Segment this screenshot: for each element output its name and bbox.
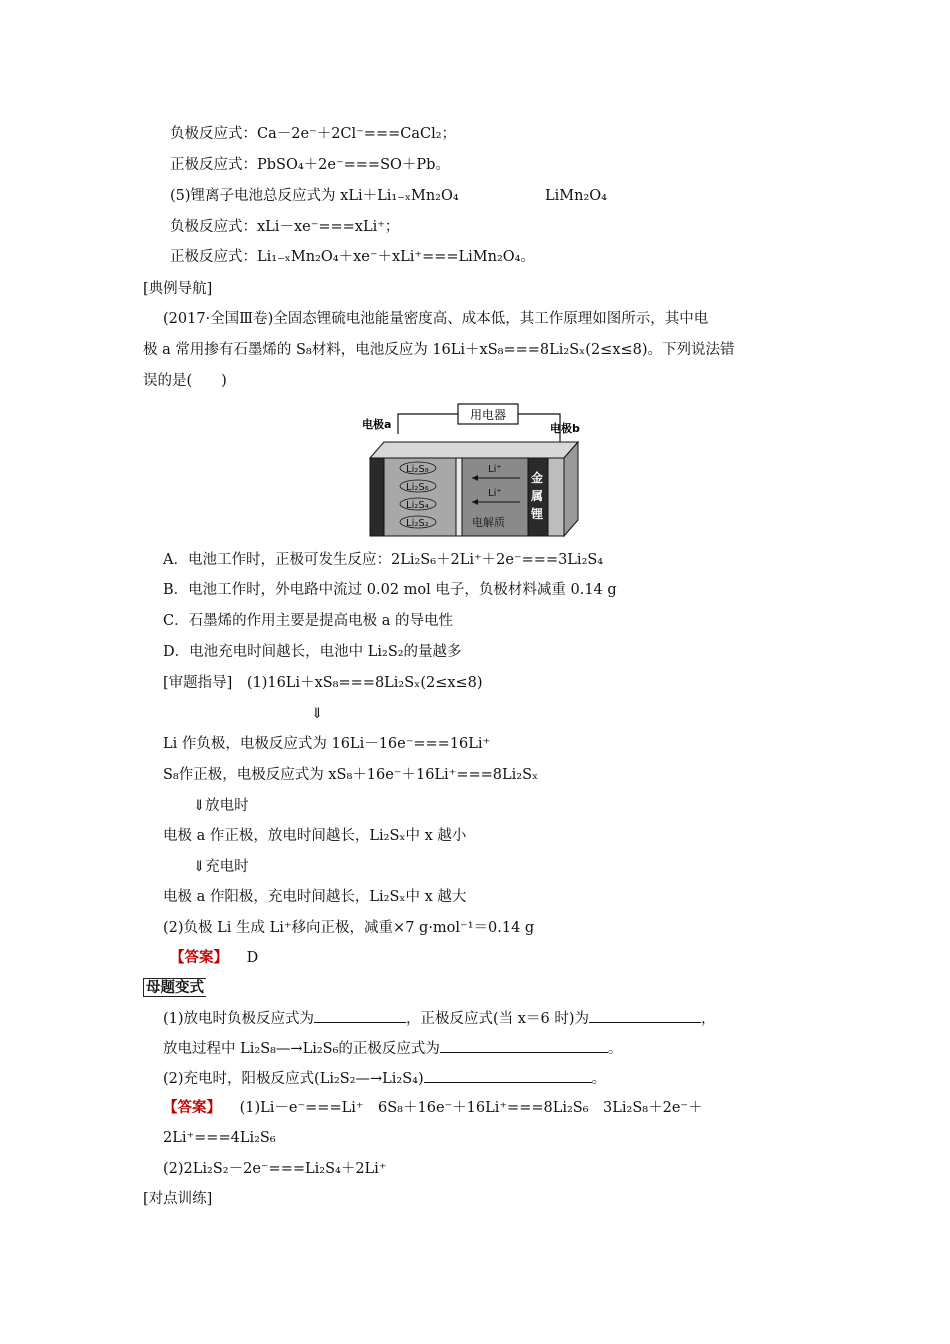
electrolyte-label: 电解质 [472, 516, 505, 529]
electrode-b-label: 电极b [550, 422, 580, 435]
variant-text: 。 [591, 1071, 607, 1087]
section-heading [143, 978, 206, 998]
answer-line: (2)2Li₂S₂－2e⁻===Li₂S₄＋2Li⁺ [163, 1161, 387, 1177]
species-label: Li₂S₂ [406, 518, 429, 529]
guide-text: ⇓放电时 [193, 798, 249, 814]
metal-label: 金 [531, 471, 544, 485]
battery-diagram [360, 402, 600, 538]
guide-text: Li 作负极，电极反应式为 16Li－16e⁻===16Li⁺ [163, 736, 491, 752]
section-heading: [典例导航] [143, 281, 213, 297]
variant-text: 。 [607, 1041, 623, 1057]
device-label: 用电器 [469, 408, 507, 422]
guide-text: S₈作正极，电极反应式为 xS₈＋16e⁻＋16Li⁺===8Li₂Sₓ [163, 767, 539, 783]
guide-text: (2)负极 Li 生成 Li⁺移向正极，减重×7 g·mol⁻¹＝0.14 g [163, 920, 535, 936]
answer-line: 2Li⁺===4Li₂S₆ [163, 1130, 276, 1146]
guide-text: [审题指导] (1)16Li＋xS₈===8Li₂Sₓ(2≤x≤8) [163, 675, 483, 691]
variant-text: ，正极反应式(当 x＝6 时)为 [406, 1011, 589, 1027]
option-d: D．电池充电时间越长，电池中 Li₂S₂的量越多 [163, 644, 462, 660]
variant-line [163, 1038, 622, 1059]
option-b: B．电池工作时，外电路中流过 0.02 mol 电子，负极材料减重 0.14 g [163, 582, 617, 598]
answer-value: (1)Li－e⁻===Li⁺ 6S₈＋16e⁻＋16Li⁺===8Li₂S₆ 3Li₂S₈＋2e⁻＋ [239, 1100, 703, 1116]
variant-heading: 母题变式 [143, 978, 206, 997]
question-text: (2017·全国Ⅲ卷)全固态锂硫电池能量密度高、成本低，其工作原理如图所示，其中电 [163, 311, 709, 327]
ion-label: Li⁺ [488, 464, 502, 475]
variant-text: (2)充电时，阳极反应式(Li₂S₂—→Li₂S₄) [163, 1071, 424, 1087]
answer-line [170, 948, 258, 968]
answer-blank[interactable] [589, 1008, 701, 1023]
answer-label: 【答案】 [163, 1099, 221, 1116]
guide-text: ⇓充电时 [193, 859, 249, 875]
electrode-a-label: 电极a [362, 418, 392, 431]
answer-blank[interactable] [314, 1008, 406, 1023]
text-line: (5)锂离子电池总反应式为 xLi＋Li₁₋ₓMn₂O₄ [170, 188, 459, 204]
guide-text: 电极 a 作正极，放电时间越长，Li₂Sₓ中 x 越小 [163, 828, 467, 844]
variant-text: (1)放电时负极反应式为 [163, 1011, 315, 1027]
variant-text: 放电过程中 Li₂S₈—→Li₂S₆的正极反应式为 [163, 1041, 440, 1057]
ion-label: Li⁺ [488, 488, 502, 499]
guide-text: 电极 a 作阳极，充电时间越长，Li₂Sₓ中 x 越大 [163, 889, 467, 905]
separator [456, 458, 462, 536]
answer-line [163, 1098, 703, 1118]
answer-blank[interactable] [424, 1068, 592, 1083]
variant-line [163, 1008, 715, 1029]
option-c: C．石墨烯的作用主要是提高电极 a 的导电性 [163, 613, 453, 629]
answer-value: D [246, 950, 259, 966]
electrode-b [548, 458, 564, 536]
species-label: Li₂S₈ [406, 464, 429, 475]
metal-label: 属 [531, 489, 544, 503]
guide-arrow: ⇓ [311, 706, 324, 722]
text-line: 正极反应式：Li₁₋ₓMn₂O₄＋xe⁻＋xLi⁺===LiMn₂O₄。 [170, 249, 535, 265]
variant-line [163, 1068, 606, 1089]
option-a: A．电池工作时，正极可发生反应：2Li₂S₆＋2Li⁺＋2e⁻===3Li₂S₄ [163, 552, 604, 568]
question-text: 误的是( ) [143, 373, 227, 389]
text-line: 负极反应式：xLi－xe⁻===xLi⁺； [170, 219, 400, 235]
answer-blank[interactable] [440, 1038, 608, 1053]
species-label: Li₂S₄ [406, 500, 429, 511]
answer-label: 【答案】 [170, 949, 228, 966]
text-line: 负极反应式：Ca－2e⁻＋2Cl⁻===CaCl₂； [170, 126, 457, 142]
text-line: LiMn₂O₄ [545, 188, 607, 204]
variant-text: ， [700, 1011, 716, 1027]
section-heading: [对点训练] [143, 1191, 213, 1207]
side-face [564, 442, 578, 536]
metal-label: 锂 [531, 507, 544, 521]
text-line: 正极反应式：PbSO₄＋2e⁻===SO＋Pb。 [170, 157, 450, 173]
electrode-a [370, 458, 384, 536]
species-label: Li₂S₆ [406, 482, 429, 493]
question-text: 极 a 常用掺有石墨烯的 S₈材料，电池反应为 16Li＋xS₈===8Li₂Sₓ(2≤x≤8)。下列说法错 [143, 342, 735, 358]
top-face [370, 442, 578, 458]
